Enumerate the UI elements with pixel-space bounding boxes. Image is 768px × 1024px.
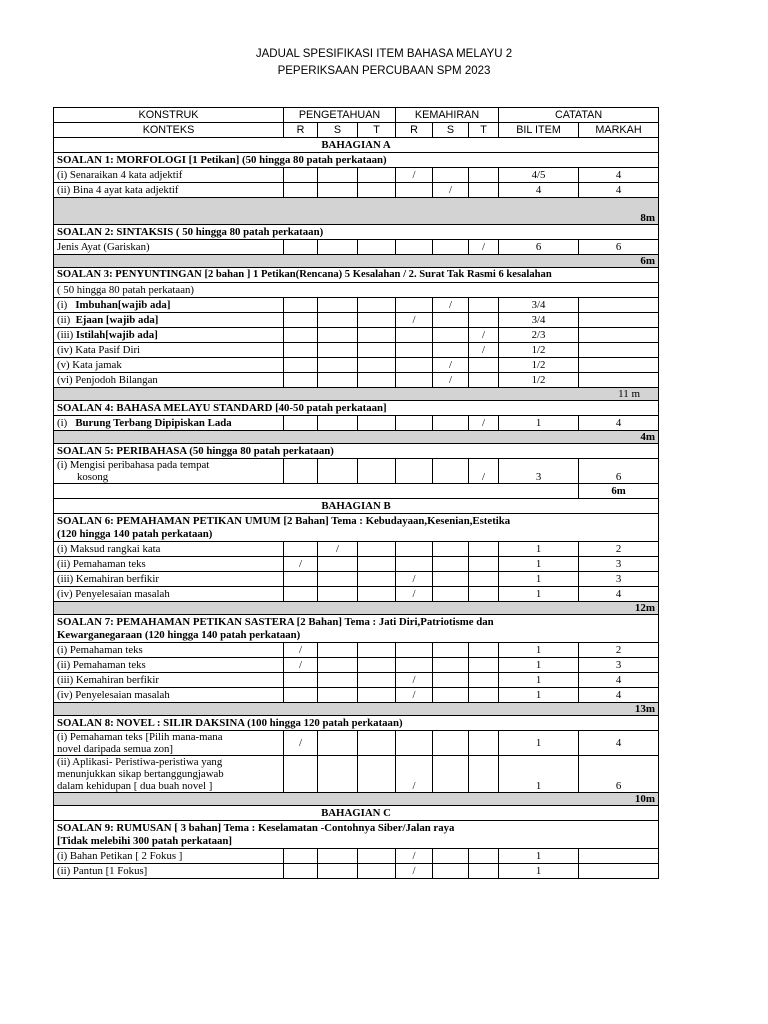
item-label: Burung Terbang Dipipiskan Lada [75, 417, 232, 429]
bil-item-value: 1/2 [499, 343, 579, 358]
markah-value: 3 [579, 557, 659, 572]
section-heading: BAHAGIAN C [54, 806, 659, 821]
table-row [54, 183, 659, 198]
markah-value: 4 [579, 587, 659, 602]
table-row [54, 328, 659, 343]
item-label: (iv) Penyelesaian masalah [54, 587, 284, 602]
bil-item-value: 3/4 [499, 313, 579, 328]
markah-header: MARKAH [579, 123, 659, 138]
check-mark: / [433, 183, 469, 198]
question-subtitle: (120 hingga 140 patah perkataan) [57, 528, 213, 540]
table-row [54, 416, 659, 431]
markah-value: 6 [579, 459, 659, 484]
question-total: 12m [54, 602, 659, 615]
item-number: (i) [57, 417, 68, 429]
check-mark: / [396, 864, 433, 879]
check-mark: / [284, 731, 318, 756]
markah-value: 4 [579, 673, 659, 688]
question-title: SOALAN 3: PENYUNTINGAN [2 bahan ] 1 Petikan(Rencana) 5 Kesalahan / 2. Surat Tak Rasmi 6 kesalahan [54, 268, 659, 283]
check-mark: / [433, 358, 469, 373]
r-header: R [284, 123, 318, 138]
pengetahuan-header: PENGETAHUAN [284, 108, 396, 123]
markah-value: 4 [579, 168, 659, 183]
bil-item-value: 1 [499, 731, 579, 756]
item-label: (ii) Pemahaman teks [54, 557, 284, 572]
document-subtitle: PEPERIKSAAN PERCUBAAN SPM 2023 [277, 65, 491, 77]
bil-item-value: 2/3 [499, 328, 579, 343]
bil-item-value: 1 [499, 658, 579, 673]
konteks-header: KONTEKS [54, 123, 284, 138]
markah-value: 4 [579, 688, 659, 703]
bil-item-value: 6 [499, 240, 579, 255]
s-header: S [318, 123, 358, 138]
item-number: (i) [57, 299, 68, 311]
r-header: R [396, 123, 433, 138]
bil-item-value: 1 [499, 849, 579, 864]
question-total: 13m [54, 703, 659, 716]
question-subtitle: ( 50 hingga 80 patah perkataan) [54, 283, 659, 298]
check-mark: / [396, 673, 433, 688]
bil-item-value: 4 [499, 183, 579, 198]
question-total: 8m [54, 198, 659, 225]
check-mark: / [469, 240, 499, 255]
bil-item-value: 1 [499, 864, 579, 879]
question-title: SOALAN 7: PEMAHAMAN PETIKAN SASTERA [2 Bahan] Tema : Jati Diri,Patriotisme dan [57, 616, 494, 628]
check-mark: / [284, 658, 318, 673]
question-total: 11 m [54, 388, 659, 401]
markah-value: 2 [579, 643, 659, 658]
bil-item-value: 1 [499, 542, 579, 557]
item-number: (ii) [57, 314, 71, 326]
item-label: (i) Bahan Petikan [ 2 Fokus ] [54, 849, 284, 864]
question-subtitle: [Tidak melebihi 300 patah perkataan] [57, 835, 232, 847]
catatan-header: CATATAN [499, 108, 659, 123]
section-heading: BAHAGIAN A [54, 138, 659, 153]
item-label: (ii) Aplikasi- Peristiwa-peristiwa yang [57, 756, 223, 768]
item-label: (iii) Kemahiran berfikir [54, 572, 284, 587]
item-label: (vi) Penjodoh Bilangan [54, 373, 284, 388]
check-mark: / [469, 416, 499, 431]
table-row [54, 587, 659, 602]
check-mark: / [433, 298, 469, 313]
question-title: SOALAN 8: NOVEL : SILIR DAKSINA (100 hingga 120 patah perkataan) [54, 716, 659, 731]
item-label: Ejaan [wajib ada] [75, 314, 159, 326]
markah-value: 4 [579, 183, 659, 198]
bil-item-header: BIL ITEM [499, 123, 579, 138]
section-heading: BAHAGIAN B [54, 499, 659, 514]
question-title: SOALAN 2: SINTAKSIS ( 50 hingga 80 patah perkataan) [54, 225, 659, 240]
item-label: Jenis Ayat (Gariskan) [54, 240, 284, 255]
check-mark: / [396, 168, 433, 183]
kemahiran-header: KEMAHIRAN [396, 108, 499, 123]
table-row [54, 373, 659, 388]
check-mark: / [318, 542, 358, 557]
item-label: Imbuhan[wajib ada] [75, 299, 171, 311]
s-header: S [433, 123, 469, 138]
header-row-1 [54, 108, 659, 123]
question-total: 10m [54, 793, 659, 806]
item-label: (i) Senaraikan 4 kata adjektif [54, 168, 284, 183]
check-mark: / [284, 557, 318, 572]
markah-value: 4 [579, 731, 659, 756]
table-row [54, 313, 659, 328]
check-mark: / [396, 756, 433, 793]
item-label: menunjukkan sikap bertanggungjawab [57, 768, 224, 780]
bil-item-value: 3/4 [499, 298, 579, 313]
document-title: JADUAL SPESIFIKASI ITEM BAHASA MELAYU 2 [255, 48, 513, 60]
check-mark: / [396, 313, 433, 328]
table-row [54, 358, 659, 373]
item-label: (v) Kata jamak [54, 358, 284, 373]
question-title: SOALAN 5: PERIBAHASA (50 hingga 80 patah perkataan) [54, 444, 659, 459]
check-mark: / [396, 572, 433, 587]
item-label: novel daripada semua zon] [57, 743, 174, 755]
table-row [54, 658, 659, 673]
item-label: (ii) Bina 4 ayat kata adjektif [54, 183, 284, 198]
table-row [54, 459, 659, 484]
table-row [54, 343, 659, 358]
bil-item-value: 1 [499, 572, 579, 587]
check-mark: / [396, 849, 433, 864]
question-subtitle: Kewarganegaraan (120 hingga 140 patah perkataan) [57, 629, 301, 641]
question-total: 4m [54, 431, 659, 444]
table-row [54, 849, 659, 864]
bil-item-value: 4/5 [499, 168, 579, 183]
bil-item-value: 3 [499, 459, 579, 484]
check-mark: / [396, 587, 433, 602]
markah-value: 6 [579, 240, 659, 255]
item-label: (iv) Penyelesaian masalah [54, 688, 284, 703]
t-header: T [469, 123, 499, 138]
table-row [54, 864, 659, 879]
bil-item-value: 1 [499, 587, 579, 602]
question-total: 6m [54, 255, 659, 268]
markah-value: 4 [579, 416, 659, 431]
bil-item-value: 1/2 [499, 373, 579, 388]
check-mark: / [284, 643, 318, 658]
question-title: SOALAN 4: BAHASA MELAYU STANDARD [40-50 patah perkataan] [54, 401, 659, 416]
bil-item-value: 1/2 [499, 358, 579, 373]
bil-item-value: 1 [499, 688, 579, 703]
question-title: SOALAN 6: PEMAHAMAN PETIKAN UMUM [2 Bahan] Tema : Kebudayaan,Kesenian,Estetika [57, 515, 511, 527]
markah-value: 3 [579, 658, 659, 673]
table-row [54, 168, 659, 183]
table-row [54, 557, 659, 572]
item-number: (iii) [57, 329, 74, 341]
table-row [54, 572, 659, 587]
bil-item-value: 1 [499, 557, 579, 572]
check-mark: / [396, 688, 433, 703]
item-label: (i) Pemahaman teks [54, 643, 284, 658]
check-mark: / [433, 373, 469, 388]
question-title: SOALAN 1: MORFOLOGI [1 Petikan] (50 hingga 80 patah perkataan) [54, 153, 659, 168]
question-total: 6m [579, 484, 659, 499]
specification-table [53, 107, 659, 879]
table-row [54, 542, 659, 557]
item-label: (iv) Kata Pasif Diri [54, 343, 284, 358]
question-title: SOALAN 9: RUMUSAN [ 3 bahan] Tema : Keselamatan -Contohnya Siber/Jalan raya [57, 822, 455, 834]
check-mark: / [469, 328, 499, 343]
item-label: (i) Pemahaman teks [Pilih mana-mana [57, 731, 223, 743]
check-mark: / [469, 343, 499, 358]
item-label: dalam kehidupan [ dua buah novel ] [57, 780, 213, 792]
bil-item-value: 1 [499, 643, 579, 658]
item-label: (iii) Kemahiran berfikir [54, 673, 284, 688]
markah-value: 3 [579, 572, 659, 587]
table-row [54, 643, 659, 658]
table-row [54, 688, 659, 703]
table-row [54, 756, 659, 793]
table-row [54, 673, 659, 688]
t-header: T [358, 123, 396, 138]
check-mark: / [469, 459, 499, 484]
item-label: Istilah[wajib ada] [75, 329, 158, 341]
item-label: (i) Mengisi peribahasa pada tempat [57, 459, 210, 471]
bil-item-value: 1 [499, 416, 579, 431]
item-label: (i) Maksud rangkai kata [54, 542, 284, 557]
bil-item-value: 1 [499, 673, 579, 688]
table-row [54, 298, 659, 313]
table-row [54, 240, 659, 255]
markah-value: 6 [579, 756, 659, 793]
konstruk-header: KONSTRUK [54, 108, 284, 123]
item-label: kosong [77, 471, 109, 483]
header-row-2 [54, 123, 659, 138]
item-label: (ii) Pemahaman teks [54, 658, 284, 673]
markah-value: 2 [579, 542, 659, 557]
item-label: (ii) Pantun [1 Fokus] [54, 864, 284, 879]
table-row [54, 731, 659, 756]
bil-item-value: 1 [499, 756, 579, 793]
